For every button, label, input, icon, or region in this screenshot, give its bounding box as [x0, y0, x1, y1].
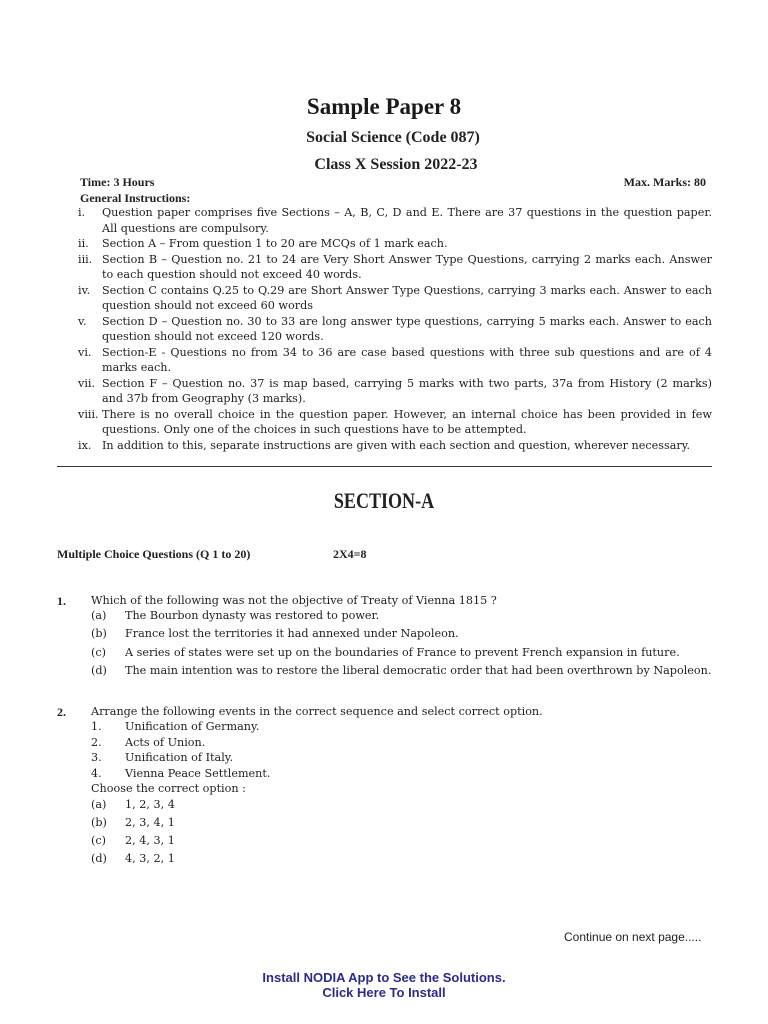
instruction-item — [78, 236, 712, 252]
instruction-text: Section-E - Questions no from 34 to 36 are case based questions with three sub questions and are of 4 marks each. — [102, 345, 712, 374]
instruction-item — [78, 438, 712, 454]
mcq-heading: Multiple Choice Questions (Q 1 to 20) — [57, 547, 251, 561]
option-label: (b) — [91, 627, 107, 640]
instruction-number: vi. — [78, 345, 92, 359]
instruction-text: Section B – Question no. 21 to 24 are Very Short Answer Type Questions, carrying 2 marks each. Answer to each question should not exceed 40 words. — [102, 252, 712, 281]
option-d — [91, 664, 711, 677]
instruction-item — [78, 345, 712, 376]
question-text: Arrange the following events in the correct sequence and select correct option. — [91, 705, 543, 718]
question-number: 2. — [57, 705, 66, 719]
option-c — [91, 646, 680, 659]
subject-title: Social Science (Code 087) — [306, 129, 480, 146]
instruction-number: vii. — [78, 376, 96, 390]
option-text: France lost the territories it had annexed under Napoleon. — [125, 627, 459, 640]
question-text: Which of the following was not the objective of Treaty of Vienna 1815 ? — [91, 594, 497, 607]
click-to-install-link[interactable]: Click Here To Install — [322, 985, 446, 1000]
event-label: 4. — [91, 767, 102, 780]
instruction-number: iv. — [78, 283, 91, 297]
instructions-list — [78, 205, 712, 453]
event-4 — [91, 767, 270, 780]
event-text: Unification of Italy. — [125, 751, 234, 764]
time-label: Time: 3 Hours — [80, 175, 155, 189]
event-text: Acts of Union. — [125, 736, 206, 749]
paper-title: Sample Paper 8 — [306, 94, 462, 119]
instruction-text: Section D – Question no. 30 to 33 are long answer type questions, carrying 5 marks each. Answer to each question should not exceed 120 words. — [102, 314, 712, 343]
instruction-item — [78, 252, 712, 283]
instruction-text: In addition to this, separate instructions are given with each section and question, wherever necessary. — [102, 438, 691, 452]
question-number: 1. — [57, 594, 66, 608]
event-label: 1. — [91, 720, 102, 733]
instruction-number: viii. — [78, 407, 99, 421]
option-text: 4, 3, 2, 1 — [125, 852, 175, 865]
event-text: Vienna Peace Settlement. — [125, 767, 271, 780]
option-text: The Bourbon dynasty was restored to power. — [125, 609, 380, 622]
option-b — [91, 627, 459, 640]
instruction-item — [78, 205, 712, 236]
option-b — [91, 816, 175, 829]
max-marks-label: Max. Marks: 80 — [623, 175, 706, 189]
instruction-number: ii. — [78, 237, 89, 250]
continue-note: Continue on next page..... — [564, 930, 702, 944]
general-instructions-heading: General Instructions: — [80, 191, 191, 205]
option-label: (d) — [91, 852, 107, 865]
option-label: (c) — [91, 646, 106, 659]
option-label: (c) — [91, 834, 106, 847]
option-text: 1, 2, 3, 4 — [125, 798, 175, 811]
option-label: (a) — [91, 609, 107, 622]
mcq-marks: 2X4=8 — [333, 547, 367, 561]
option-label: (d) — [91, 664, 107, 677]
option-a — [91, 798, 175, 811]
option-label: (b) — [91, 816, 107, 829]
section-title: SECTION-A — [333, 488, 435, 513]
option-text: 2, 3, 4, 1 — [125, 816, 175, 829]
instruction-number: ix. — [78, 438, 92, 452]
option-a — [91, 609, 379, 622]
event-label: 2. — [91, 736, 102, 749]
option-text: A series of states were set up on the boundaries of France to prevent French expansion in future. — [125, 646, 680, 659]
event-text: Unification of Germany. — [125, 720, 260, 733]
event-1 — [91, 720, 259, 733]
install-promo-text[interactable]: Install NODIA App to See the Solutions. — [262, 970, 506, 985]
instruction-text: Section C contains Q.25 to Q.29 are Short Answer Type Questions, carrying 3 marks each. Answer to each question should not exceed 60 words — [102, 283, 712, 312]
option-c — [91, 834, 175, 847]
option-label: (a) — [91, 798, 107, 811]
install-app-link[interactable] — [0, 970, 768, 1000]
instruction-text: Question paper comprises five Sections – A, B, C, D and E. There are 37 questions in the question paper. All questions are compulsory. — [102, 206, 712, 235]
instruction-item — [78, 283, 712, 314]
option-text: The main intention was to restore the liberal democratic order that had been overthrown by Napoleon. — [125, 664, 712, 677]
session-title: Class X Session 2022-23 — [314, 156, 478, 173]
event-label: 3. — [91, 751, 102, 764]
instruction-text: Section A – From question 1 to 20 are MCQs of 1 mark each. — [102, 237, 448, 250]
choose-prompt: Choose the correct option : — [91, 782, 246, 795]
instruction-item — [78, 407, 712, 438]
instruction-item — [78, 376, 712, 407]
instruction-text: Section F – Question no. 37 is map based, carrying 5 marks with two parts, 37a from History (2 marks) and 37b from Geography (3 marks). — [102, 376, 712, 405]
instruction-number: iii. — [78, 252, 93, 266]
instruction-text: There is no overall choice in the question paper. However, an internal choice has been provided in few questions. Only one of the choices in such questions have to be attempted. — [102, 407, 712, 436]
section-divider — [57, 466, 712, 467]
event-3 — [91, 751, 233, 764]
option-text: 2, 4, 3, 1 — [125, 834, 175, 847]
option-d — [91, 852, 175, 865]
instruction-number: v. — [78, 314, 87, 328]
instruction-number: i. — [78, 206, 86, 219]
event-2 — [91, 736, 205, 749]
instruction-item — [78, 314, 712, 345]
